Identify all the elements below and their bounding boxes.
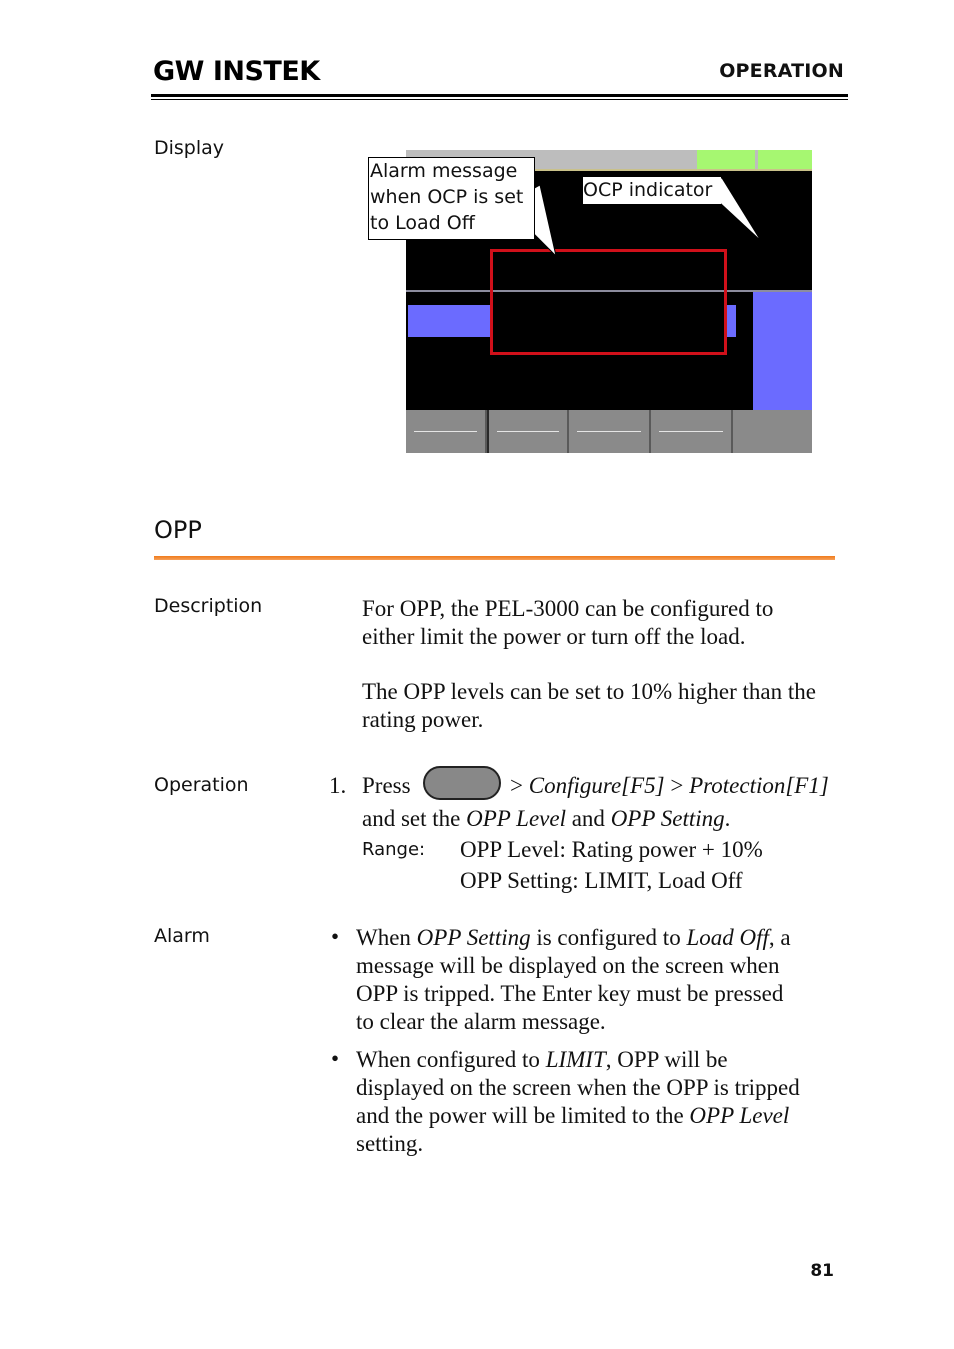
operation-line-2 bbox=[362, 805, 730, 833]
alarm-label: Alarm bbox=[154, 925, 210, 947]
softkey-f4 bbox=[651, 410, 733, 453]
opp-level-term: OPP Level bbox=[466, 806, 566, 831]
text: and the power will be limited to the bbox=[356, 1103, 684, 1128]
step-number: 1. bbox=[329, 773, 347, 798]
path-separator: > bbox=[670, 773, 684, 798]
softkey-f1 bbox=[406, 410, 487, 453]
text-line: message will be displayed on the screen when bbox=[356, 953, 780, 978]
text: . bbox=[724, 806, 731, 831]
opp-setting-term: OPP Setting bbox=[416, 925, 531, 950]
text-line: setting. bbox=[356, 1131, 424, 1156]
range-line-1: OPP Level: Rating power + 10% bbox=[460, 837, 763, 862]
section-rule bbox=[154, 556, 835, 560]
operation-label: Operation bbox=[154, 774, 249, 796]
range-line-2: OPP Setting: LIMIT, Load Off bbox=[460, 868, 743, 893]
bullet-marker: • bbox=[331, 1046, 340, 1071]
text-line: to clear the alarm message. bbox=[356, 1009, 606, 1034]
softkey-f5 bbox=[733, 410, 812, 453]
text-line: displayed on the screen when the OPP is tripped bbox=[356, 1075, 800, 1100]
menu-path-configure: Configure[F5] bbox=[528, 773, 665, 798]
logo-text: GW INSTEK bbox=[153, 56, 320, 84]
path-separator: > bbox=[510, 773, 523, 798]
menu-path-protection: Protection[F1] bbox=[689, 773, 829, 798]
alarm-message-callout: Alarm message when OCP is set to Load Off bbox=[368, 157, 535, 240]
softkey-f2 bbox=[487, 410, 569, 453]
opp-heading: OPP bbox=[154, 516, 202, 544]
page-number: 81 bbox=[810, 1261, 834, 1281]
softkey-f3 bbox=[569, 410, 651, 453]
text-line: OPP is tripped. The Enter key must be pressed bbox=[356, 981, 784, 1006]
ocp-indicator-callout: OCP indicator bbox=[583, 177, 721, 204]
alarm-bullet-2 bbox=[356, 1046, 876, 1158]
text: , a bbox=[768, 925, 791, 950]
limit-term: LIMIT bbox=[545, 1047, 606, 1072]
text: , OPP will be bbox=[605, 1047, 728, 1072]
alarm-bullet-1 bbox=[356, 924, 856, 1036]
text: is configured to bbox=[536, 925, 681, 950]
load-off-term: Load Off bbox=[686, 925, 769, 950]
opp-level-term: OPP Level bbox=[689, 1103, 790, 1128]
press-text: Press bbox=[362, 773, 411, 798]
section-title: OPERATION bbox=[719, 60, 844, 82]
description-para-1: For OPP, the PEL-3000 can be configured to either limit the power or turn off the load. bbox=[362, 596, 774, 649]
display-label: Display bbox=[154, 137, 225, 159]
bullet-marker: • bbox=[331, 924, 340, 949]
description-para-2: The OPP levels can be set to 10% higher than the rating power. bbox=[362, 679, 816, 732]
enter-key-icon bbox=[423, 766, 501, 800]
text: and set the bbox=[362, 806, 461, 831]
text: and bbox=[571, 806, 605, 831]
range-label: Range: bbox=[362, 839, 426, 860]
opp-setting-term: OPP Setting bbox=[610, 806, 725, 831]
text: When configured to bbox=[356, 1047, 540, 1072]
description-label: Description bbox=[154, 595, 263, 617]
text: When bbox=[356, 925, 411, 950]
menu-path bbox=[510, 772, 829, 800]
